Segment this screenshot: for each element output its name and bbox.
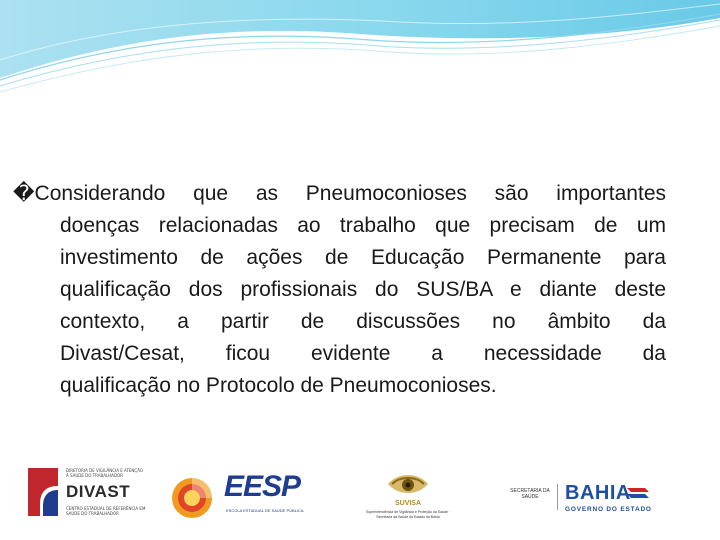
- bahia-flag-stripes-icon: [627, 486, 649, 502]
- secretaria-label: SECRETARIA DA SAÚDE: [510, 488, 550, 500]
- suvisa-subtitle: Superintendência de Vigilância e Proteção da Saúde · Secretaria da Saúde do Estado da Bahia: [366, 510, 450, 519]
- logo-divider: [557, 484, 558, 510]
- bahia-logo: [505, 480, 655, 520]
- suvisa-eye-icon: [386, 470, 430, 498]
- slide-paragraph: [13, 178, 666, 402]
- eesp-emblem-icon: [170, 476, 214, 520]
- suvisa-name: SUVISA: [394, 500, 422, 507]
- paragraph-line: �Considerando que as Pneumoconioses são importantes: [13, 182, 666, 205]
- paragraph-line: investimento de ações de Educação Permanente para: [60, 246, 666, 269]
- bahia-gov-label: GOVERNO DO ESTADO: [565, 506, 652, 513]
- paragraph-line: Divast/Cesat, ficou evidente a necessidade da: [60, 342, 666, 365]
- bullet-glyph: �: [13, 182, 35, 205]
- eesp-name: EESP: [224, 470, 301, 503]
- eesp-subtitle: ESCOLA ESTADUAL DE SAÚDE PÚBLICA: [226, 508, 304, 513]
- paragraph-line: qualificação dos profissionais do SUS/BA e diante deste: [60, 278, 666, 301]
- eesp-logo: [160, 466, 320, 524]
- bahia-name: BAHIA: [565, 482, 631, 504]
- paragraph-line: contexto, a partir de discussões no âmbito da: [60, 310, 666, 333]
- header-wave-decoration: [0, 0, 720, 110]
- divast-top-text: DIRETORIA DE VIGILÂNCIA E ATENÇÃO À SAÚDE DO TRABALHADOR: [66, 468, 144, 478]
- divast-bottom-text: CENTRO ESTADUAL DE REFERÊNCIA EM SAÚDE DO TRABALHADOR: [66, 506, 146, 516]
- suvisa-logo: [360, 466, 456, 530]
- divast-emblem-icon: [26, 466, 60, 518]
- paragraph-line: qualificação no Protocolo de Pneumoconioses.: [60, 374, 497, 397]
- paragraph-line: doenças relacionadas ao trabalho que precisam de um: [60, 214, 666, 237]
- divast-logo: [26, 466, 146, 522]
- divast-name: DIVAST: [66, 482, 131, 501]
- footer-logos: [0, 458, 720, 538]
